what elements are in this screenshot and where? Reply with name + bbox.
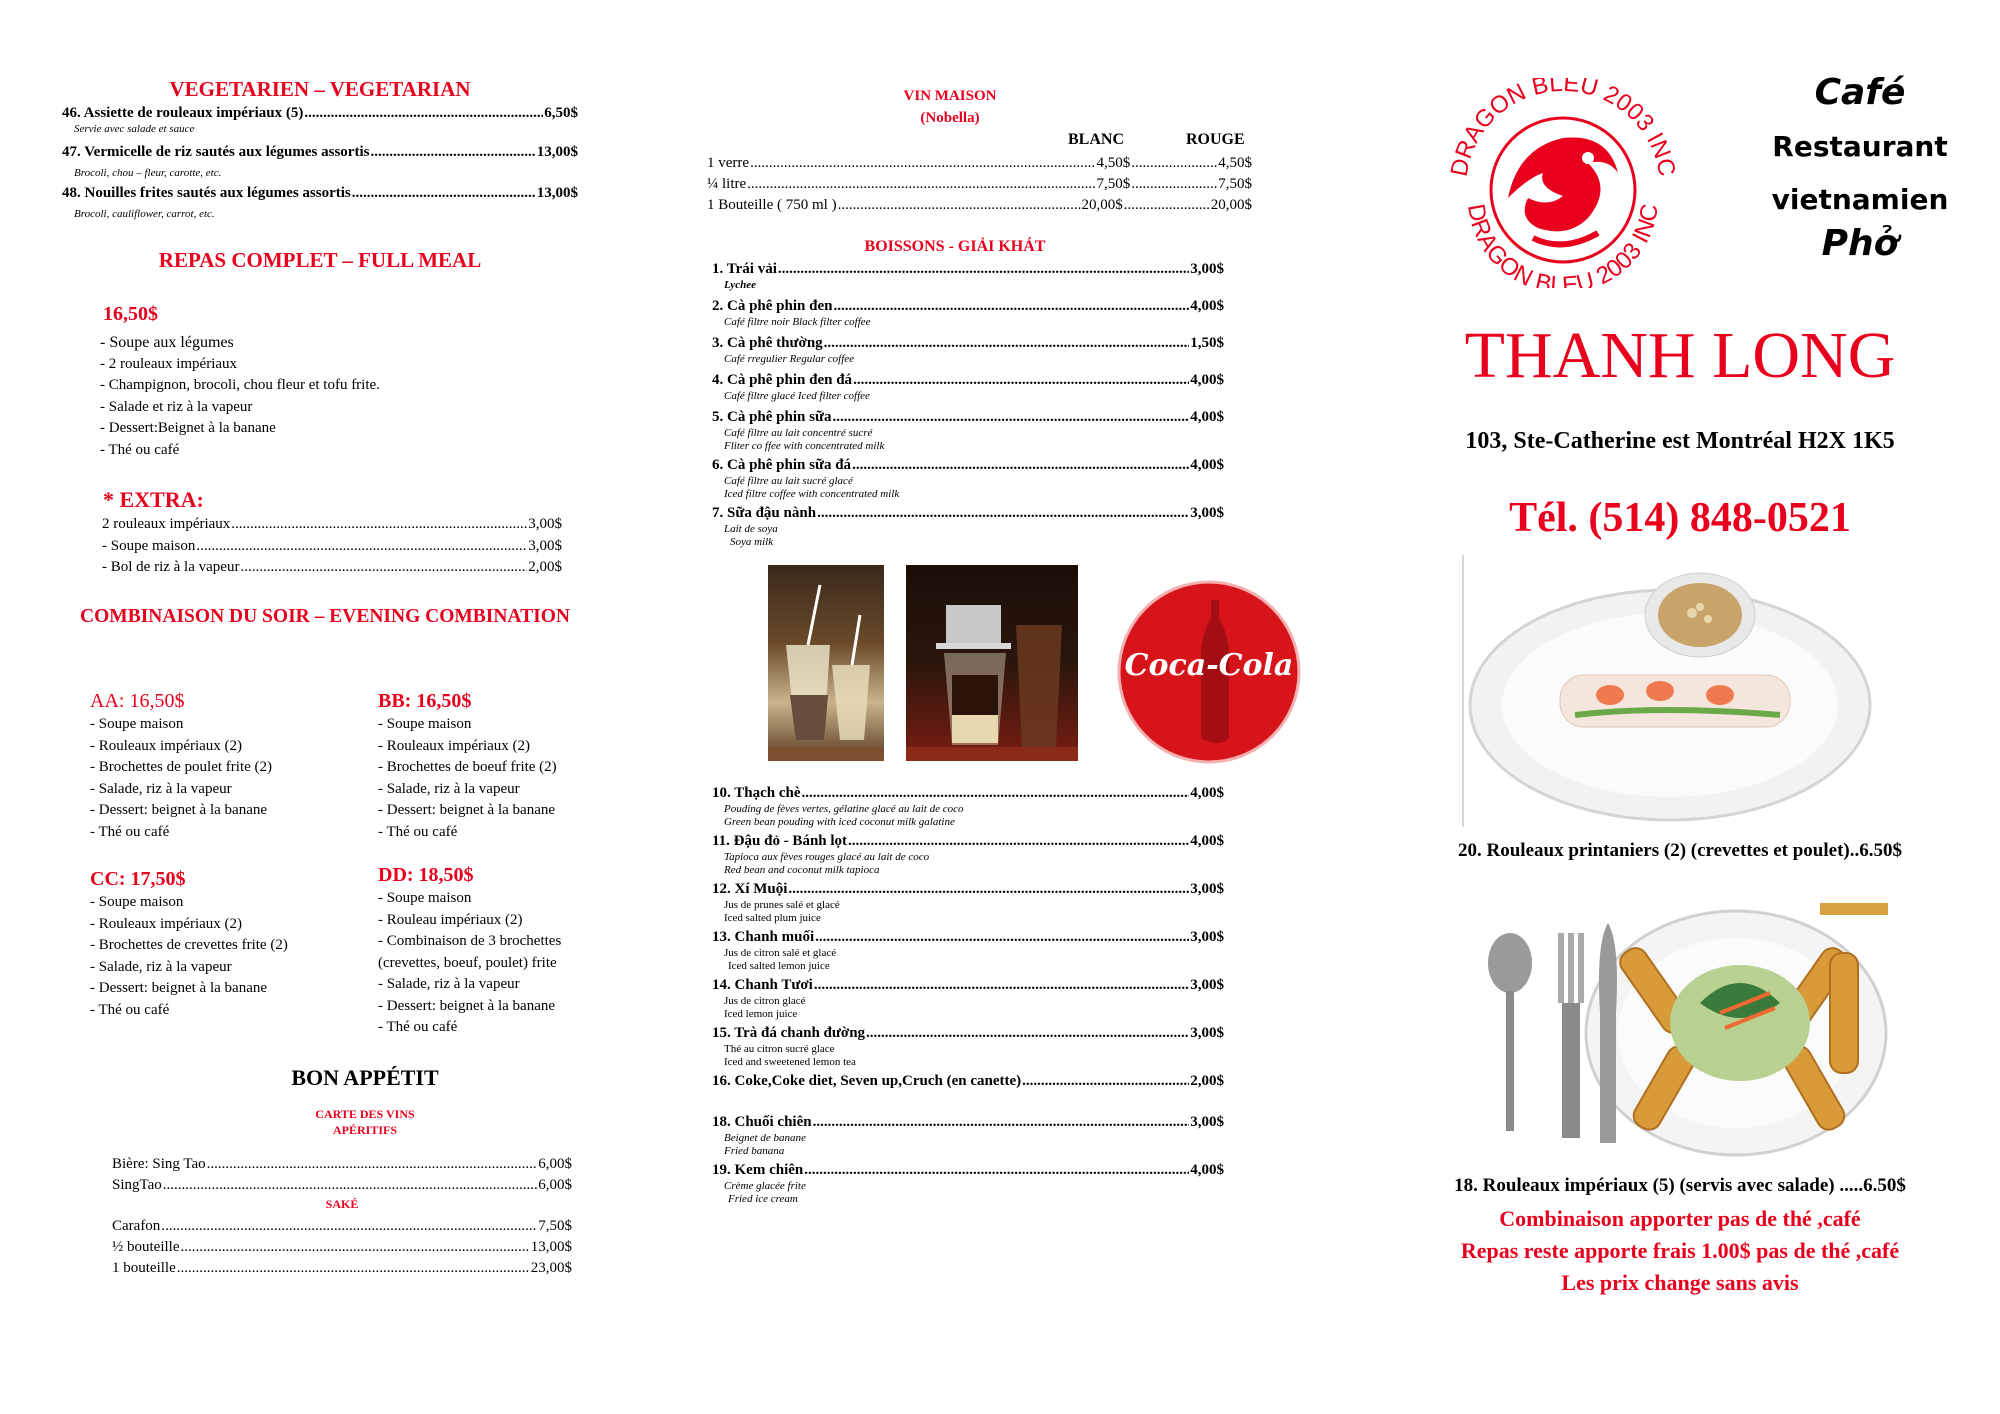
table-row: 1 Bouteille ( 750 ml ) ..... 20,00$ ..... 20,00$ bbox=[707, 195, 1252, 216]
boissons-title: BOISSONS - GIẢI KHÁT bbox=[864, 238, 1046, 255]
list-item: - Rouleaux impériaux (2) bbox=[90, 915, 243, 932]
list-item: - Dessert: beignet à la banane bbox=[378, 997, 556, 1014]
item-note: Brocoli, chou – fleur, carotte, etc. bbox=[74, 167, 222, 179]
vin-maison-subtitle: (Nobella) bbox=[920, 110, 980, 126]
logo-text-top: DRAGON BLEU 2003 INC bbox=[1445, 78, 1681, 179]
notice-line: Repas reste apporte frais 1.00$ pas de thé ,café bbox=[1460, 1238, 1900, 1263]
list-item: 11. Đậu đỏ - Bánh lọt ..... 4,00$ bbox=[712, 832, 1224, 851]
combo-cc bbox=[90, 866, 288, 1021]
item-note: Café rregulier Regular coffee bbox=[724, 353, 855, 365]
list-item: - Brochettes de poulet frite (2) bbox=[90, 759, 273, 775]
notice-line: Les prix change sans avis bbox=[1561, 1270, 1799, 1295]
item-note: Café filtre noir Black filter coffee bbox=[724, 316, 871, 328]
list-item: 2. Cà phê phin đen ..... 4,00$ bbox=[712, 297, 1224, 316]
item-note: Fliter co ffee with concentrated milk bbox=[724, 440, 885, 452]
list-item: 18. Chuối chiên ..... 3,00$ bbox=[712, 1113, 1224, 1132]
combo-title: DD: 18,50$ bbox=[378, 864, 474, 886]
list-item: - Combinaison de 3 brochettes bbox=[378, 933, 562, 949]
sake-title: SAKÉ bbox=[325, 1197, 359, 1211]
list-item: SingTao ..... 6,00$ bbox=[112, 1175, 572, 1196]
item-note: Red bean and coconut milk tapioca bbox=[724, 864, 880, 876]
brand-pho: Phở bbox=[1821, 223, 1899, 264]
list-item: - Brochettes de boeuf frite (2) bbox=[378, 759, 557, 775]
item-note: Beignet de banane bbox=[724, 1132, 806, 1144]
item-note: Lait de soya bbox=[724, 523, 778, 535]
wine-card-title: CARTE DES VINS bbox=[315, 1107, 415, 1121]
phone: Tél. (514) 848-0521 bbox=[1509, 495, 1851, 541]
item-note: Iced and sweetened lemon tea bbox=[724, 1056, 856, 1068]
list-item: 2 rouleaux impériaux ..... 3,00$ bbox=[102, 514, 562, 536]
list-item: 14. Chanh Tươi ..... 3,00$ bbox=[712, 976, 1224, 995]
item-note: Jus de citron glacé bbox=[724, 995, 806, 1007]
col-rouge: ROUGE bbox=[1186, 131, 1245, 148]
list-item: 1 bouteille ..... 23,00$ bbox=[112, 1258, 572, 1279]
list-item: - Brochettes de crevettes frite (2) bbox=[90, 937, 288, 953]
caption-spring-rolls: 20. Rouleaux printaniers (2) (crevettes et poulet)..6.50$ bbox=[1458, 840, 1902, 861]
list-item: - Soupe maison ..... 3,00$ bbox=[102, 536, 562, 558]
table-row: ¼ litre ..... 7,50$ ..... 7,50$ bbox=[707, 174, 1252, 195]
item-note: Tapioca aux fèves rouges glacé au lait de coco bbox=[724, 851, 930, 863]
bon-appetit: BON APPÉTIT bbox=[291, 1065, 439, 1090]
dragon-bleu-logo bbox=[1438, 78, 1688, 288]
item-note: Jus de prunes salé et glacé bbox=[724, 899, 840, 911]
list-item: - Salade, riz à la vapeur bbox=[378, 780, 520, 797]
list-item: - Soupe maison bbox=[378, 890, 472, 906]
notice-line: Combinaison apporter pas de thé ,café bbox=[1499, 1206, 1861, 1231]
list-item: ½ bouteille ..... 13,00$ bbox=[112, 1237, 572, 1258]
item-note: Iced salted lemon juice bbox=[728, 960, 830, 972]
list-item: - Thé ou café bbox=[90, 823, 170, 840]
aperitifs-title: APÉRITIFS bbox=[332, 1123, 397, 1137]
list-item: - Soupe maison bbox=[378, 716, 472, 732]
aperitifs-list bbox=[112, 1154, 572, 1196]
drinks-list-top bbox=[712, 260, 1224, 549]
list-item: 5. Cà phê phin sữa ..... 4,00$ bbox=[712, 408, 1224, 427]
full-meal-price: 16,50$ bbox=[103, 303, 158, 325]
combo-title: CC: 17,50$ bbox=[90, 868, 186, 890]
list-item: - Dessert: beignet à la banane bbox=[378, 802, 556, 818]
list-item: - Dessert: beignet à la banane bbox=[90, 802, 268, 818]
spring-rolls-photo bbox=[1460, 555, 1872, 827]
list-item: 4. Cà phê phin đen đá ..... 4,00$ bbox=[712, 371, 1224, 390]
list-item: - Rouleau impériaux (2) bbox=[378, 911, 523, 928]
item-note: Café filtre au lait sucré glacé bbox=[724, 475, 853, 487]
evening-title: COMBINAISON DU SOIR – EVENING COMBINATION bbox=[80, 606, 570, 627]
list-item: - Rouleaux impériaux (2) bbox=[378, 737, 531, 754]
list-item: - Soupe aux légumes bbox=[100, 334, 234, 351]
tapioca-drinks-photo bbox=[768, 565, 884, 761]
brand-cafe: Café bbox=[1814, 72, 1906, 113]
vegetarian-title: VEGETARIEN – VEGETARIAN bbox=[169, 77, 471, 101]
combo-title: AA: 16,50$ bbox=[90, 690, 185, 712]
drinks-list-bottom bbox=[712, 784, 1224, 1206]
list-item: 1. Trái vải ..... 3,00$ bbox=[712, 260, 1224, 279]
item-note: Café filtre au lait concentré sucré bbox=[724, 427, 873, 439]
list-item: 16. Coke,Coke diet, Seven up,Cruch (en canette) ..... 2,00$ bbox=[712, 1072, 1224, 1091]
list-item: - Champignon, brocoli, chou fleur et tofu frite. bbox=[100, 377, 380, 393]
coca-cola-text: Coca-Cola bbox=[1124, 648, 1294, 683]
item-note: Green bean pouding with iced coconut milk galatine bbox=[724, 816, 955, 828]
vegetarian-list bbox=[62, 104, 578, 225]
logo-text-bottom: DRAGON BLEU 2003 INC bbox=[1461, 201, 1665, 288]
item-note: Brocoli, cauliflower, carrot, etc. bbox=[74, 208, 215, 220]
full-meal-title: REPAS COMPLET – FULL MEAL bbox=[158, 248, 482, 272]
list-item: - Thé ou café bbox=[378, 823, 458, 840]
sake-list bbox=[112, 1216, 572, 1279]
item-note: Thé au citron sucré glace bbox=[724, 1043, 835, 1055]
caption-imperial-rolls: 18. Rouleaux impériaux (5) (servis avec salade) .....6.50$ bbox=[1454, 1175, 1906, 1196]
restaurant-name: THANH LONG bbox=[1464, 319, 1896, 392]
notices bbox=[1380, 1203, 1980, 1299]
list-item: - Salade, riz à la vapeur bbox=[90, 780, 232, 797]
item-note: Servie avec salade et sauce bbox=[74, 123, 195, 135]
vin-maison-table bbox=[707, 153, 1252, 216]
list-item: 6. Cà phê phin sữa đá ..... 4,00$ bbox=[712, 456, 1224, 475]
combo-bb bbox=[378, 688, 557, 843]
list-item: - Bol de riz à la vapeur ..... 2,00$ bbox=[102, 557, 562, 579]
item-note: Iced filtre coffee with concentrated milk bbox=[724, 488, 900, 500]
list-item: 10. Thạch chè ..... 4,00$ bbox=[712, 784, 1224, 803]
list-item: 13. Chanh muối ..... 3,00$ bbox=[712, 928, 1224, 947]
brand-restaurant: Restaurant bbox=[1772, 130, 1948, 163]
imperial-rolls-photo bbox=[1440, 903, 1888, 1159]
list-item: (crevettes, boeuf, poulet) frite bbox=[378, 954, 557, 971]
list-item: - Rouleaux impériaux (2) bbox=[90, 737, 243, 754]
list-item: 7. Sữa đậu nành ..... 3,00$ bbox=[712, 504, 1224, 523]
item-note: Soya milk bbox=[730, 536, 774, 548]
table-row: 1 verre ..... 4,50$ ..... 4,50$ bbox=[707, 153, 1252, 174]
dragon-logo-icon bbox=[1438, 78, 1688, 288]
item-note: Crème glacée frite bbox=[724, 1180, 806, 1192]
vietnamese-coffee-photo bbox=[906, 565, 1078, 761]
list-item: - Salade et riz à la vapeur bbox=[100, 398, 253, 415]
coffee-icon bbox=[906, 565, 1078, 761]
item-note: Fried ice cream bbox=[728, 1193, 798, 1205]
list-item: - Thé ou café bbox=[378, 1019, 458, 1035]
list-item: - Dessert:Beignet à la banane bbox=[100, 420, 276, 436]
brand-vietnamien: vietnamien bbox=[1771, 183, 1949, 216]
combo-title: BB: 16,50$ bbox=[378, 690, 472, 712]
extra-list bbox=[102, 514, 562, 579]
imperial-rolls-icon bbox=[1440, 903, 1888, 1159]
list-item: 46. Assiette de rouleaux impériaux (5) ..... 6,50$ bbox=[62, 104, 578, 123]
list-item: - Dessert: beignet à la banane bbox=[90, 980, 268, 996]
list-item: - Thé ou café bbox=[100, 441, 180, 458]
list-item: 47. Vermicelle de riz sautés aux légumes assortis ..... 13,00$ bbox=[62, 143, 578, 162]
list-item: 19. Kem chiên ..... 4,00$ bbox=[712, 1161, 1224, 1180]
item-note: Lychee bbox=[724, 279, 756, 291]
coca-cola-logo bbox=[1115, 578, 1303, 766]
combo-aa bbox=[90, 688, 272, 843]
full-meal-lines bbox=[100, 332, 380, 461]
spring-rolls-icon bbox=[1460, 555, 1872, 827]
item-note: Pouding de fèves vertes, gélatine glacé au lait de coco bbox=[724, 803, 964, 815]
col-blanc: BLANC bbox=[1068, 131, 1125, 148]
list-item: 3. Cà phê thường ..... 1,50$ bbox=[712, 334, 1224, 353]
list-item: - Soupe maison bbox=[90, 894, 184, 910]
glass-icon bbox=[768, 565, 884, 761]
extra-title: * EXTRA: bbox=[103, 487, 204, 512]
list-item: - 2 rouleaux impériaux bbox=[100, 355, 238, 372]
item-note: Fried banana bbox=[724, 1145, 785, 1157]
list-item: - Soupe maison bbox=[90, 716, 184, 732]
list-item: - Thé ou café bbox=[90, 1001, 170, 1018]
vin-maison-title: VIN MAISON bbox=[903, 88, 997, 104]
item-note: Iced lemon juice bbox=[724, 1008, 798, 1020]
list-item: 15. Trà đá chanh đường ..... 3,00$ bbox=[712, 1024, 1224, 1043]
list-item: 48. Nouilles frites sautés aux légumes assortis ..... 13,00$ bbox=[62, 184, 578, 203]
list-item: Bière: Sing Tao ..... 6,00$ bbox=[112, 1154, 572, 1175]
address: 103, Ste-Catherine est Montréal H2X 1K5 bbox=[1465, 428, 1895, 454]
list-item: - Salade, riz à la vapeur bbox=[378, 976, 520, 992]
item-note: Iced salted plum juice bbox=[724, 912, 821, 924]
combo-dd bbox=[378, 862, 561, 1039]
list-item: 12. Xí Muội ..... 3,00$ bbox=[712, 880, 1224, 899]
item-note: Café filtre glacé Iced filter coffee bbox=[724, 390, 870, 402]
item-note: Jus de citron salé et glacé bbox=[724, 947, 837, 959]
list-item: - Salade, riz à la vapeur bbox=[90, 958, 232, 975]
list-item: Carafon ..... 7,50$ bbox=[112, 1216, 572, 1237]
